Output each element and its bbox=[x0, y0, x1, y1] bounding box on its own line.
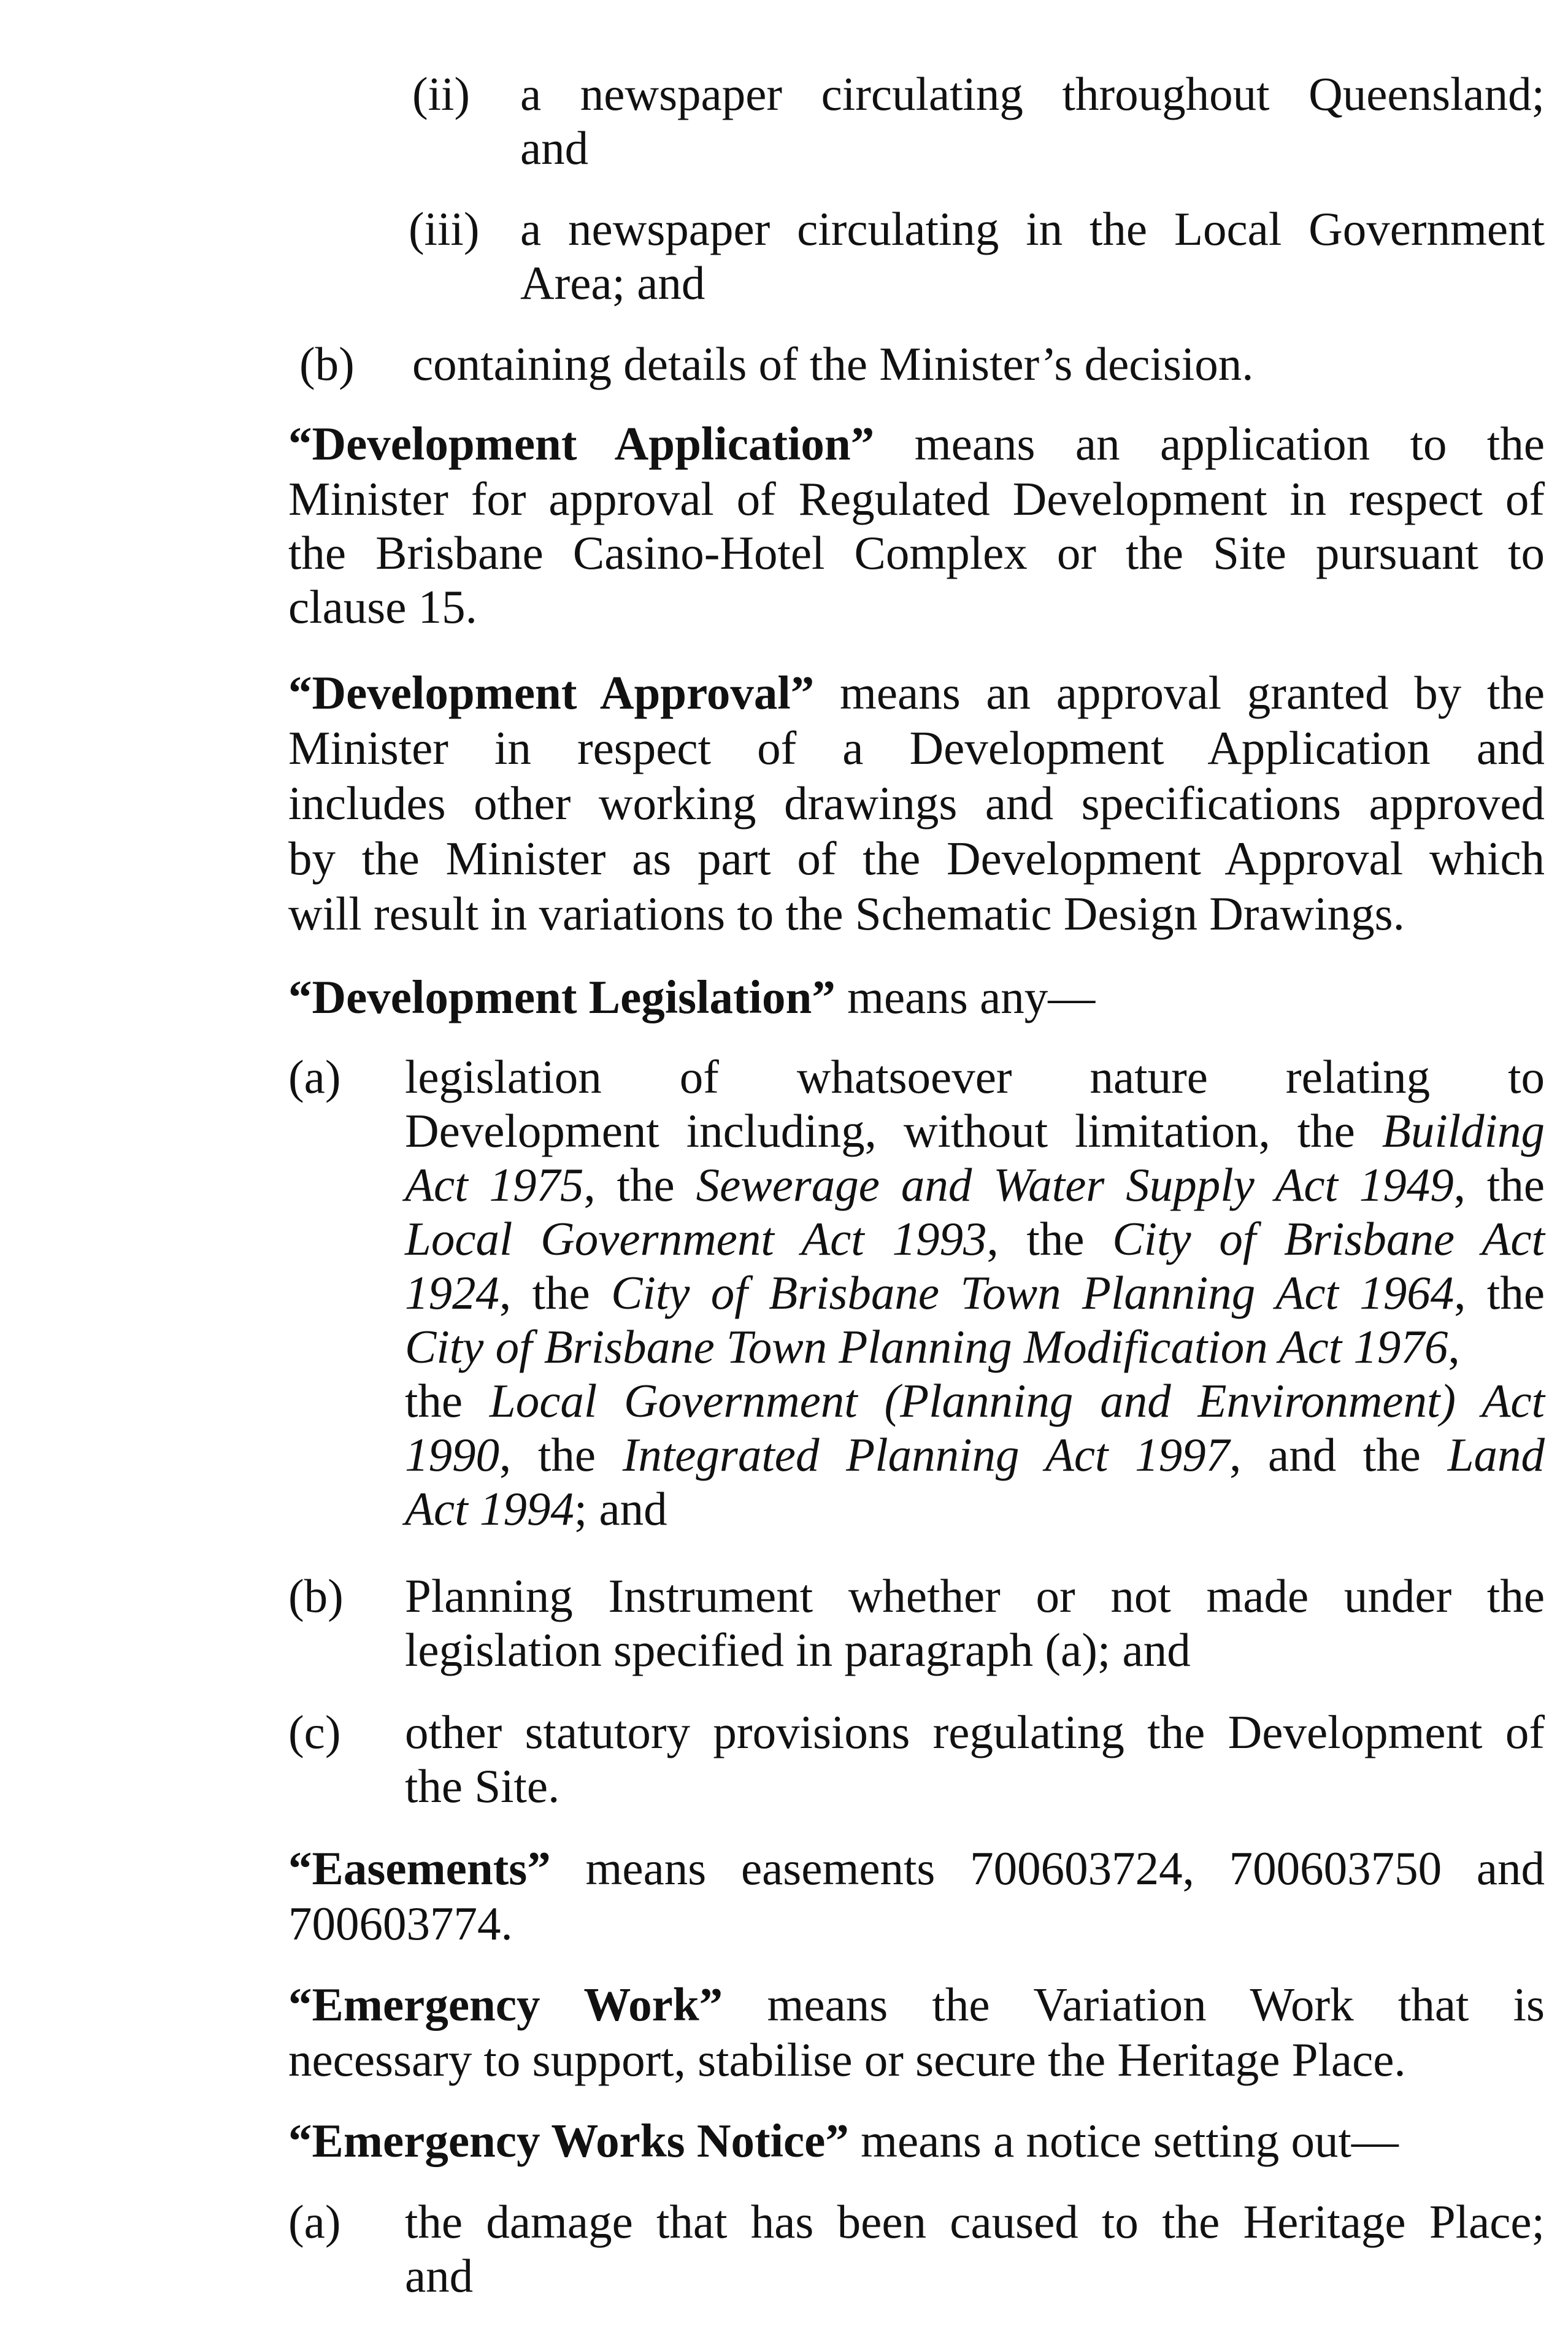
item-a-line-7: the Local Government (Planning and Environment) Act bbox=[405, 1374, 1545, 1427]
definition-emergency-works-notice-line-1: “Emergency Works Notice” means a notice setting out— bbox=[288, 2114, 1399, 2167]
item-a2-line-2: and bbox=[405, 2249, 474, 2302]
definition-development-approval-line-1: “Development Approval” means an approval granted by the bbox=[288, 666, 1545, 719]
item-c-line-1: other statutory provisions regulating the Development of bbox=[405, 1706, 1545, 1758]
definition-development-approval-line-4: by the Minister as part of the Development Approval which bbox=[288, 832, 1545, 885]
definition-easements-line-2: 700603774. bbox=[288, 1897, 513, 1950]
item-label-a: (a) bbox=[288, 1050, 341, 1103]
item-ii-line-1: a newspaper circulating throughout Queensland; bbox=[520, 67, 1545, 120]
item-a-line-5: 1924, the City of Brisbane Town Planning Act 1964, the bbox=[405, 1266, 1545, 1319]
defined-term: “Development Application” bbox=[288, 417, 875, 470]
defined-term: “Easements” bbox=[288, 1842, 551, 1895]
item-iii-line-1: a newspaper circulating in the Local Government bbox=[520, 202, 1545, 255]
definition-development-legislation-line-1: “Development Legislation” means any— bbox=[288, 971, 1096, 1023]
item-c-line-2: the Site. bbox=[405, 1760, 560, 1812]
definition-emergency-work-line-2: necessary to support, stabilise or secure the Heritage Place. bbox=[288, 2033, 1406, 2086]
definition-easements-line-1: “Easements” means easements 700603724, 700603750 and bbox=[288, 1842, 1545, 1895]
item-a2-line-1: the damage that has been caused to the Heritage Place; bbox=[405, 2195, 1545, 2248]
defined-term: “Development Approval” bbox=[288, 666, 815, 719]
item-a-line-9: Act 1994; and bbox=[405, 1482, 667, 1535]
item-label-a-2: (a) bbox=[288, 2195, 341, 2248]
defined-term: “Development Legislation” bbox=[288, 971, 836, 1023]
item-label-b-2: (b) bbox=[288, 1569, 344, 1622]
item-label-b: (b) bbox=[299, 337, 355, 390]
definition-development-approval-line-5: will result in variations to the Schematic Design Drawings. bbox=[288, 887, 1405, 940]
item-a-line-8: 1990, the Integrated Planning Act 1997, and the Land bbox=[405, 1428, 1545, 1481]
definition-development-approval-line-3: includes other working drawings and specifications approved bbox=[288, 777, 1545, 830]
defined-term: “Emergency Works Notice” bbox=[288, 2114, 849, 2167]
item-label-ii: (ii) bbox=[412, 67, 471, 120]
item-a-line-4: Local Government Act 1993, the City of Brisbane Act bbox=[405, 1212, 1545, 1265]
definition-development-application-line-4: clause 15. bbox=[288, 580, 477, 633]
defined-term: “Emergency Work” bbox=[288, 1978, 723, 2031]
item-ii-line-2: and bbox=[520, 121, 589, 174]
item-a-line-3: Act 1975, the Sewerage and Water Supply Act 1949, the bbox=[405, 1158, 1545, 1211]
item-b2-line-1: Planning Instrument whether or not made under the bbox=[405, 1569, 1545, 1622]
item-a-line-6: City of Brisbane Town Planning Modification Act 1976, bbox=[405, 1320, 1460, 1373]
item-label-c: (c) bbox=[288, 1706, 341, 1758]
item-a-line-1: legislation of whatsoever nature relating to bbox=[405, 1050, 1545, 1103]
item-iii-line-2: Area; and bbox=[520, 256, 705, 309]
definition-development-application-line-2: Minister for approval of Regulated Development in respect of bbox=[288, 472, 1545, 525]
definition-development-application-line-3: the Brisbane Casino-Hotel Complex or the Site pursuant to bbox=[288, 526, 1545, 579]
item-label-iii: (iii) bbox=[409, 202, 480, 255]
definition-development-approval-line-2: Minister in respect of a Development Application and bbox=[288, 722, 1545, 774]
definition-development-application-line-1: “Development Application” means an application to the bbox=[288, 417, 1545, 470]
item-b2-line-2: legislation specified in paragraph (a); and bbox=[405, 1623, 1191, 1676]
item-a-line-2: Development including, without limitation, the Building bbox=[405, 1104, 1545, 1157]
item-b-line-1: containing details of the Minister’s decision. bbox=[412, 337, 1254, 390]
definition-emergency-work-line-1: “Emergency Work” means the Variation Work that is bbox=[288, 1978, 1545, 2031]
